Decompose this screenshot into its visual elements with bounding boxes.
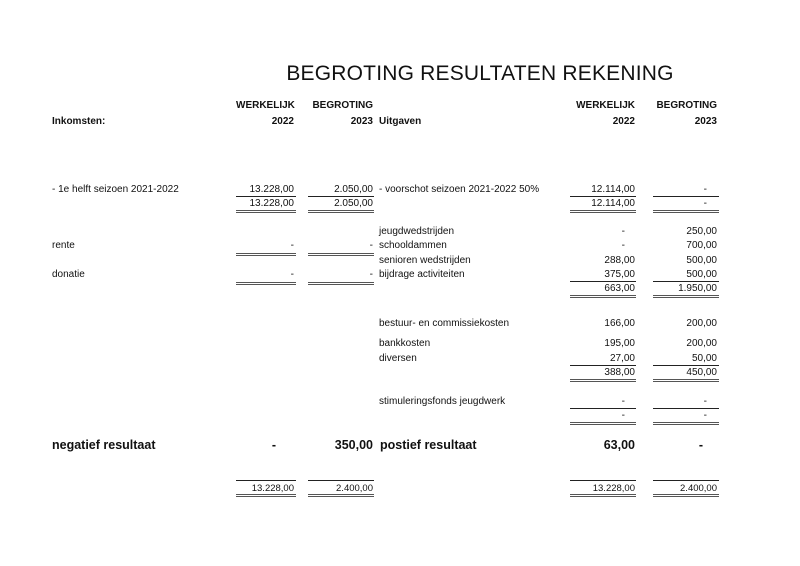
underline	[570, 408, 636, 409]
expense-row-werkelijk: 27,00	[609, 353, 635, 364]
double-underline	[653, 422, 719, 425]
double-underline	[653, 210, 719, 213]
income-row-werkelijk: -	[290, 269, 294, 280]
underline	[653, 281, 719, 282]
expense-row-label: bestuur- en commissiekosten	[379, 318, 510, 329]
header-year-werkelijk-left: 2022	[271, 116, 294, 127]
expense-row-label: bankkosten	[379, 338, 431, 349]
income-total-begroting: 2.400,00	[336, 483, 373, 494]
negative-result-begroting: 350,00	[334, 438, 373, 452]
expense-row-begroting: 50,00	[691, 353, 717, 364]
double-underline	[570, 494, 636, 497]
double-underline	[570, 422, 636, 425]
double-underline	[308, 282, 374, 285]
expense-subtotal-werkelijk: 663,00	[604, 283, 635, 294]
overline	[570, 480, 636, 481]
underline	[653, 196, 719, 197]
expense-row-begroting: 700,00	[686, 240, 717, 251]
expense-row-werkelijk: 166,00	[604, 318, 635, 329]
double-underline	[236, 494, 296, 497]
header-werkelijk-left: WERKELIJK	[236, 100, 295, 111]
underline	[308, 196, 374, 197]
income-row-label: donatie	[52, 269, 85, 280]
expense-subtotal-werkelijk: -	[621, 410, 625, 421]
underline	[236, 196, 296, 197]
expense-row-label: bijdrage activiteiten	[379, 269, 465, 280]
expense-row-label: senioren wedstrijden	[379, 255, 471, 266]
expense-row-begroting: 200,00	[686, 318, 717, 329]
overline	[308, 480, 374, 481]
expense-row-werkelijk: 288,00	[604, 255, 635, 266]
expense-row-label: schooldammen	[379, 240, 447, 251]
expense-total-werkelijk: 13.228,00	[592, 483, 635, 494]
expense-subtotal-werkelijk: 12.114,00	[591, 198, 635, 209]
double-underline	[570, 295, 636, 298]
expenses-heading: Uitgaven	[379, 116, 422, 127]
double-underline	[236, 210, 296, 213]
expense-row-begroting: 250,00	[686, 226, 717, 237]
expense-row-werkelijk: 12.114,00	[591, 184, 635, 195]
expense-total-begroting: 2.400,00	[680, 483, 717, 494]
header-year-begroting-left: 2023	[350, 116, 373, 127]
header-year-werkelijk-right: 2022	[612, 116, 635, 127]
expense-row-werkelijk: 195,00	[604, 338, 635, 349]
double-underline	[308, 210, 374, 213]
underline	[653, 365, 719, 366]
expense-subtotal-werkelijk: 388,00	[604, 367, 635, 378]
double-underline	[308, 253, 374, 256]
overline	[653, 480, 719, 481]
income-row-werkelijk: -	[290, 240, 294, 251]
expense-row-begroting: -	[703, 184, 707, 195]
double-underline	[653, 295, 719, 298]
header-begroting-right: BEGROTING	[656, 100, 717, 111]
header-year-begroting-right: 2023	[694, 116, 717, 127]
negative-result-werkelijk: -	[271, 438, 276, 452]
positive-result-begroting: -	[698, 438, 703, 452]
underline	[653, 408, 719, 409]
expense-row-werkelijk: -	[621, 226, 625, 237]
income-subtotal-begroting: 2.050,00	[334, 198, 373, 209]
positive-result-werkelijk: 63,00	[603, 438, 635, 452]
income-row-label: - 1e helft seizoen 2021-2022	[52, 184, 179, 195]
expense-row-label: stimuleringsfonds jeugdwerk	[379, 396, 506, 407]
expense-subtotal-begroting: -	[703, 410, 707, 421]
positive-result-label: postief resultaat	[380, 438, 477, 452]
underline	[570, 196, 636, 197]
underline	[570, 281, 636, 282]
double-underline	[653, 494, 719, 497]
income-heading: Inkomsten:	[52, 116, 106, 127]
double-underline	[653, 379, 719, 382]
income-row-begroting: -	[369, 269, 373, 280]
expense-row-werkelijk: -	[621, 396, 625, 407]
header-werkelijk-right: WERKELIJK	[576, 100, 635, 111]
income-row-werkelijk: 13.228,00	[249, 184, 294, 195]
double-underline	[236, 253, 296, 256]
income-total-werkelijk: 13.228,00	[251, 483, 294, 494]
expense-row-begroting: 500,00	[686, 255, 717, 266]
header-begroting-left: BEGROTING	[312, 100, 373, 111]
expense-row-label: - voorschot seizoen 2021-2022 50%	[379, 184, 540, 195]
expense-row-label: diversen	[379, 353, 417, 364]
negative-result-label: negatief resultaat	[52, 438, 156, 452]
income-row-label: rente	[52, 240, 75, 251]
expense-row-werkelijk: 375,00	[604, 269, 635, 280]
expense-row-begroting: 200,00	[686, 338, 717, 349]
expense-row-begroting: 500,00	[686, 269, 717, 280]
page-title: BEGROTING RESULTATEN REKENING	[286, 62, 674, 85]
double-underline	[236, 282, 296, 285]
income-row-begroting: 2.050,00	[334, 184, 373, 195]
double-underline	[570, 210, 636, 213]
income-row-begroting: -	[369, 240, 373, 251]
expense-subtotal-begroting: 450,00	[686, 367, 717, 378]
income-subtotal-werkelijk: 13.228,00	[249, 198, 294, 209]
double-underline	[308, 494, 374, 497]
expense-subtotal-begroting: 1.950,00	[678, 283, 717, 294]
expense-row-begroting: -	[703, 396, 707, 407]
underline	[570, 365, 636, 366]
double-underline	[570, 379, 636, 382]
expense-row-label: jeugdwedstrijden	[379, 226, 455, 237]
overline	[236, 480, 296, 481]
expense-subtotal-begroting: -	[703, 198, 707, 209]
expense-row-werkelijk: -	[621, 240, 625, 251]
